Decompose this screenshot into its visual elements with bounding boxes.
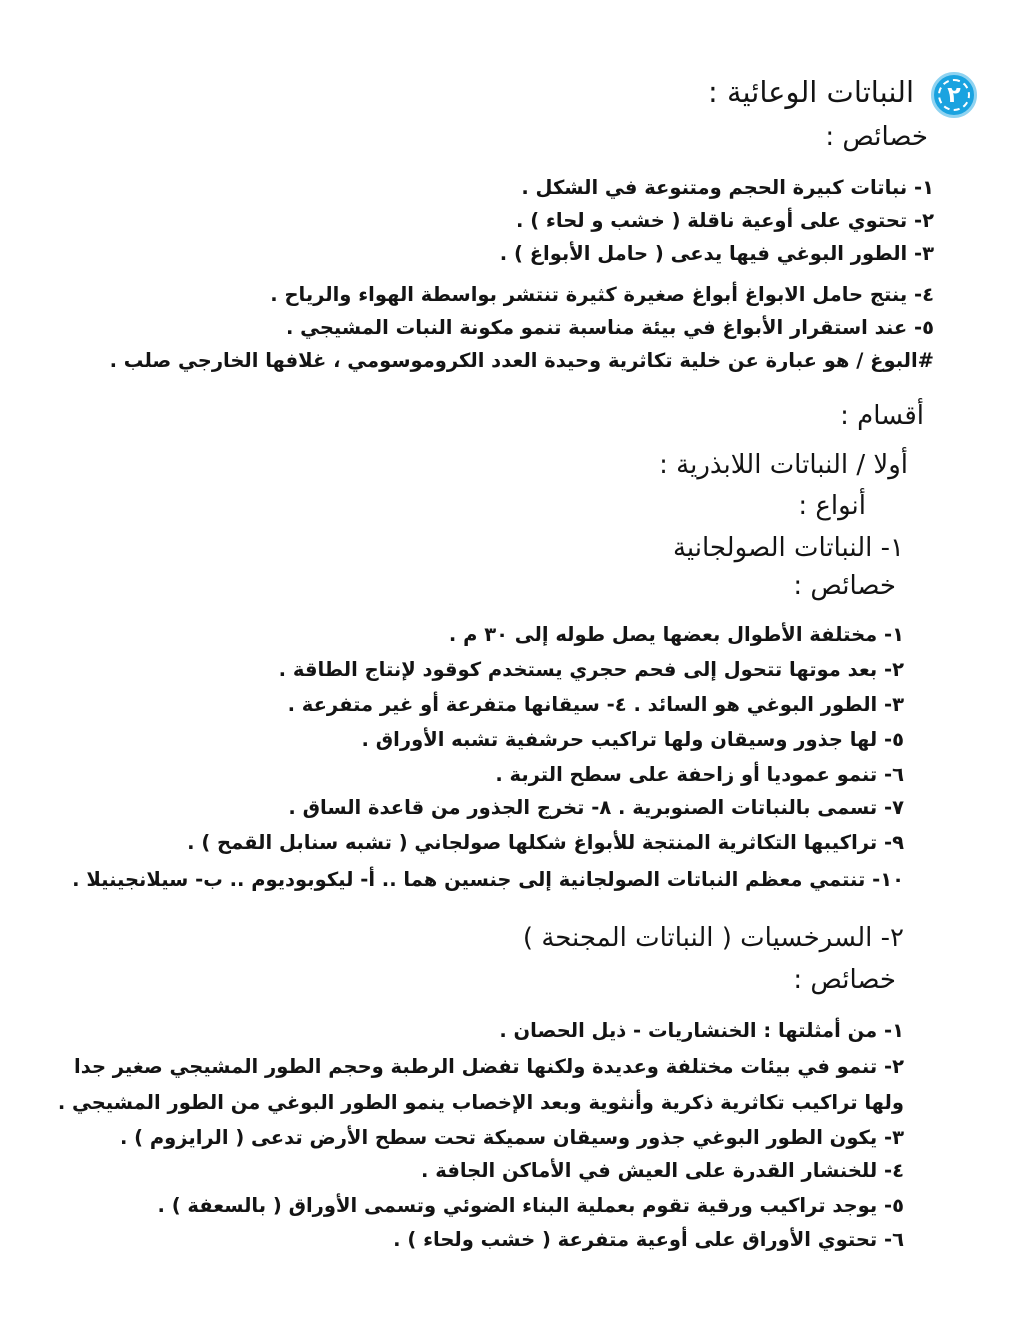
list-item: ٤- ينتج حامل الابواغ أبواغ صغيرة كثيرة تنتشر بواسطة الهواء والرياح .: [270, 283, 934, 306]
list-item: ٣- الطور البوغي هو السائد . ٤- سيقانها متفرعة أو غير متفرعة .: [287, 693, 904, 716]
section-number: ٢: [938, 79, 970, 111]
ferns-heading: ٢- السرخسيات ( النباتات المجنحة ): [522, 923, 904, 953]
list-item: ٥- لها جذور وسيقان ولها تراكيب حرشفية تشبه الأوراق .: [361, 728, 904, 751]
divisions-heading: أقسام :: [840, 401, 924, 431]
list-item: ٣- يكون الطور البوغي جذور وسيقان سميكة تحت سطح الأرض تدعى ( الرايزوم ) .: [119, 1126, 904, 1149]
club-mosses-characteristics-heading: خصائص :: [793, 571, 896, 601]
list-item: ٥- عند استقرار الأبواغ في بيئة مناسبة تنمو مكونة النبات المشيجي .: [285, 316, 934, 339]
list-item: ٩- تراكيبها التكاثرية المنتجة للأبواغ شكلها صولجاني ( تشبه سنابل القمح ) .: [187, 831, 904, 854]
list-item: ٦- تنمو عموديا أو زاحفة على سطح التربة .: [495, 763, 904, 786]
list-item: ولها تراكيب تكاثرية ذكرية وأنثوية وبعد الإخصاب ينمو الطور البوغي من الطور المشيجي .: [57, 1091, 904, 1114]
ferns-characteristics-heading: خصائص :: [793, 965, 896, 995]
list-item: ٧- تسمى بالنباتات الصنوبرية . ٨- تخرج الجذور من قاعدة الساق .: [288, 796, 904, 819]
list-item: ١- مختلفة الأطوال بعضها يصل طوله إلى ٣٠ م .: [448, 623, 904, 646]
list-item: ٢- تحتوي على أوعية ناقلة ( خشب و لحاء ) .: [516, 209, 934, 232]
list-item: ٦- تحتوي الأوراق على أوعية متفرعة ( خشب ولحاء ) .: [393, 1228, 904, 1251]
list-item: ٢- بعد موتها تتحول إلى فحم حجري يستخدم كوقود لإنتاج الطاقة .: [278, 658, 904, 681]
list-item: ٥- يوجد تراكيب ورقية تقوم بعملية البناء الضوئي وتسمى الأوراق ( بالسعفة ) .: [157, 1194, 904, 1217]
seedless-plants-heading: أولا / النباتات اللابذرية :: [659, 450, 908, 480]
list-item: ١٠- تنتمي معظم النباتات الصولجانية إلى جنسين هما .. أ- ليكوبوديوم .. ب- سيلانجينيلا .: [72, 868, 904, 891]
list-item: ٢- تنمو في بيئات مختلفة وعديدة ولكنها تفضل الرطبة وحجم الطور المشيجي صغير جدا: [74, 1055, 904, 1078]
characteristics-heading: خصائص :: [825, 122, 928, 152]
types-heading: أنواع :: [798, 491, 866, 521]
spore-definition: #البوغ / هو عبارة عن خلية تكاثرية وحيدة العدد الكروموسومي ، غلافها الخارجي صلب .: [109, 349, 934, 372]
club-mosses-heading: ١- النباتات الصولجانية: [672, 533, 904, 563]
list-item: ١- نباتات كبيرة الحجم ومتنوعة في الشكل .: [521, 176, 934, 199]
section-number-badge: [931, 72, 977, 118]
page-title: النباتات الوعائية :: [707, 75, 914, 109]
list-item: ٣- الطور البوغي فيها يدعى ( حامل الأبواغ ) .: [499, 242, 934, 265]
list-item: ٤- للخنشار القدرة على العيش في الأماكن الجافة .: [421, 1159, 904, 1182]
list-item: ١- من أمثلتها : الخنشاريات - ذيل الحصان .: [499, 1019, 904, 1042]
